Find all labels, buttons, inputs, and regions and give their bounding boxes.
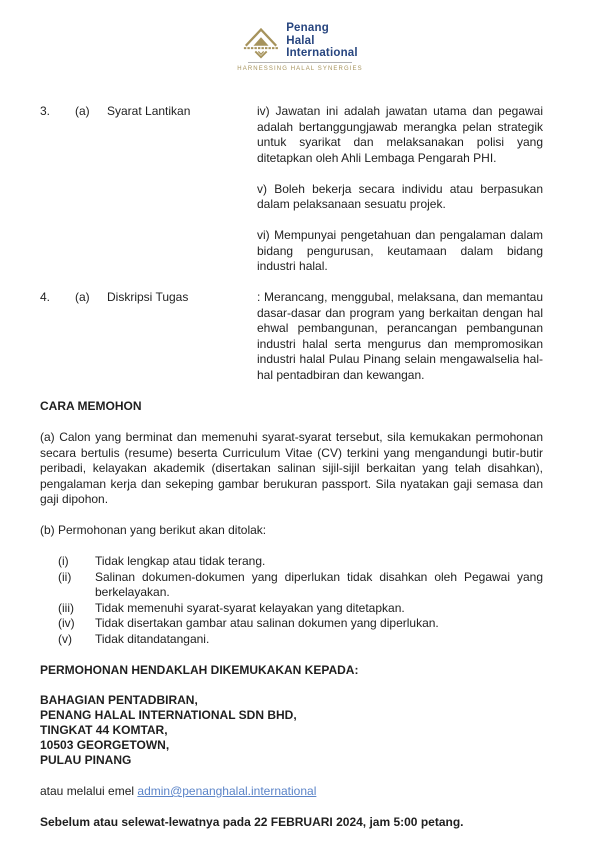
list-item-text: Tidak lengkap atau tidak terang. (95, 554, 266, 568)
heading-submission: PERMOHONAN HENDAKLAH DIKEMUKAKAN KEPADA: (40, 662, 359, 677)
item-paragraphs (257, 104, 543, 275)
logo-wordmark (286, 22, 358, 60)
list-item-text: Tidak ditandatangani. (95, 631, 210, 646)
item-label: Syarat Lantikan (107, 104, 191, 118)
item-number: 3. (40, 104, 51, 118)
item-syarat-lantikan (40, 104, 543, 275)
email-prefix: atau melalui emel (40, 784, 138, 798)
deadline-text: Sebelum atau selewat-lewatnya pada 22 FEBRUARI 2024, jam 5:00 petang. (40, 815, 464, 829)
logo-word-penang: Penang (286, 22, 329, 35)
email-line (40, 784, 543, 800)
list-item (58, 554, 543, 570)
item-paragraphs (257, 290, 543, 383)
logo-area (0, 0, 600, 73)
logo-tagline: HARNESSING HALAL SYNERGIES (237, 66, 363, 72)
list-item (58, 632, 543, 648)
paragraph-iv: iv) Jawatan ini adalah jawatan utama dan pegawai adalah bertanggungjawab merangka pelan strategik untuk syarikat dan melaksanakan polisi yang ditetapkan oleh Ahli Lembaga Pengarah PHI. (257, 104, 543, 165)
list-item (58, 570, 543, 601)
paragraph-v: v) Boleh bekerja secara individu atau berpasukan dalam pelaksanaan sesuatu projek. (257, 181, 543, 211)
email-link[interactable]: admin@penanghalal.international (137, 784, 317, 798)
paragraph-cara-a: (a) Calon yang berminat dan memenuhi syarat-syarat tersebut, sila kemukakan permohonan secara bertulis (resume) beserta Curriculum Vitae (CV) terkini yang mengandungi butir-butir peribadi, kelayakan akademik (disertakan salinan sijil-sijil berkaitan yang telah disahkan), pengalaman kerja dan sekeping gambar berukuran passport. Sila nyatakan gaji semasa dan gaji dipohon. (40, 430, 543, 506)
item-subletter: (a) (75, 104, 90, 118)
document-body (0, 104, 600, 831)
chevron-mountain-icon (242, 22, 280, 60)
logo-word-halal: Halal (286, 34, 315, 47)
heading-cara-memohon: CARA MEMOHON (40, 399, 142, 413)
address-line: PENANG HALAL INTERNATIONAL SDN BHD, (40, 708, 297, 722)
list-item-number: (v) (58, 631, 72, 646)
logo-divider (248, 62, 352, 63)
item-subletter: (a) (75, 290, 90, 304)
list-item (58, 601, 543, 617)
item-diskripsi-tugas (40, 290, 543, 383)
list-item-number: (ii) (58, 569, 72, 584)
paragraph-tugas: : Merancang, menggubal, melaksana, dan memantau dasar-dasar dan program yang berkaitan dengan hal ehwal pembangunan, perancangan pembangunan industri halal serta mengurus dan mempromosikan industri halal Pulau Pinang selain mengawalselia hal-hal pentadbiran dan kewangan. (257, 290, 543, 382)
list-item-number: (iii) (58, 600, 74, 615)
list-item-text: Tidak disertakan gambar atau salinan dokumen yang diperlukan. (95, 616, 439, 630)
address-line: 10503 GEORGETOWN, (40, 738, 170, 752)
address-line: TINGKAT 44 KOMTAR, (40, 723, 168, 737)
rejection-list (58, 554, 543, 647)
list-item-text: Salinan dokumen-dokumen yang diperlukan tidak disahkan oleh Pegawai yang berkelayakan. (95, 569, 543, 599)
paragraph-cara-b: (b) Permohonan yang berikut akan ditolak: (40, 523, 267, 537)
list-item-text: Tidak memenuhi syarat-syarat kelayakan yang ditetapkan. (95, 600, 405, 615)
submission-address (40, 693, 543, 768)
list-item-number: (i) (58, 554, 69, 568)
item-number: 4. (40, 290, 51, 304)
paragraph-vi: vi) Mempunyai pengetahuan dan pengalaman dalam bidang pengurusan, keutamaan dalam bidang industri halal. (257, 228, 543, 273)
item-label: Diskripsi Tugas (107, 290, 189, 304)
address-line: BAHAGIAN PENTADBIRAN, (40, 693, 198, 707)
list-item-number: (iv) (58, 616, 75, 630)
list-item (58, 616, 543, 632)
address-line: PULAU PINANG (40, 753, 132, 767)
logo-word-international: International (286, 47, 358, 60)
company-logo (237, 22, 362, 73)
